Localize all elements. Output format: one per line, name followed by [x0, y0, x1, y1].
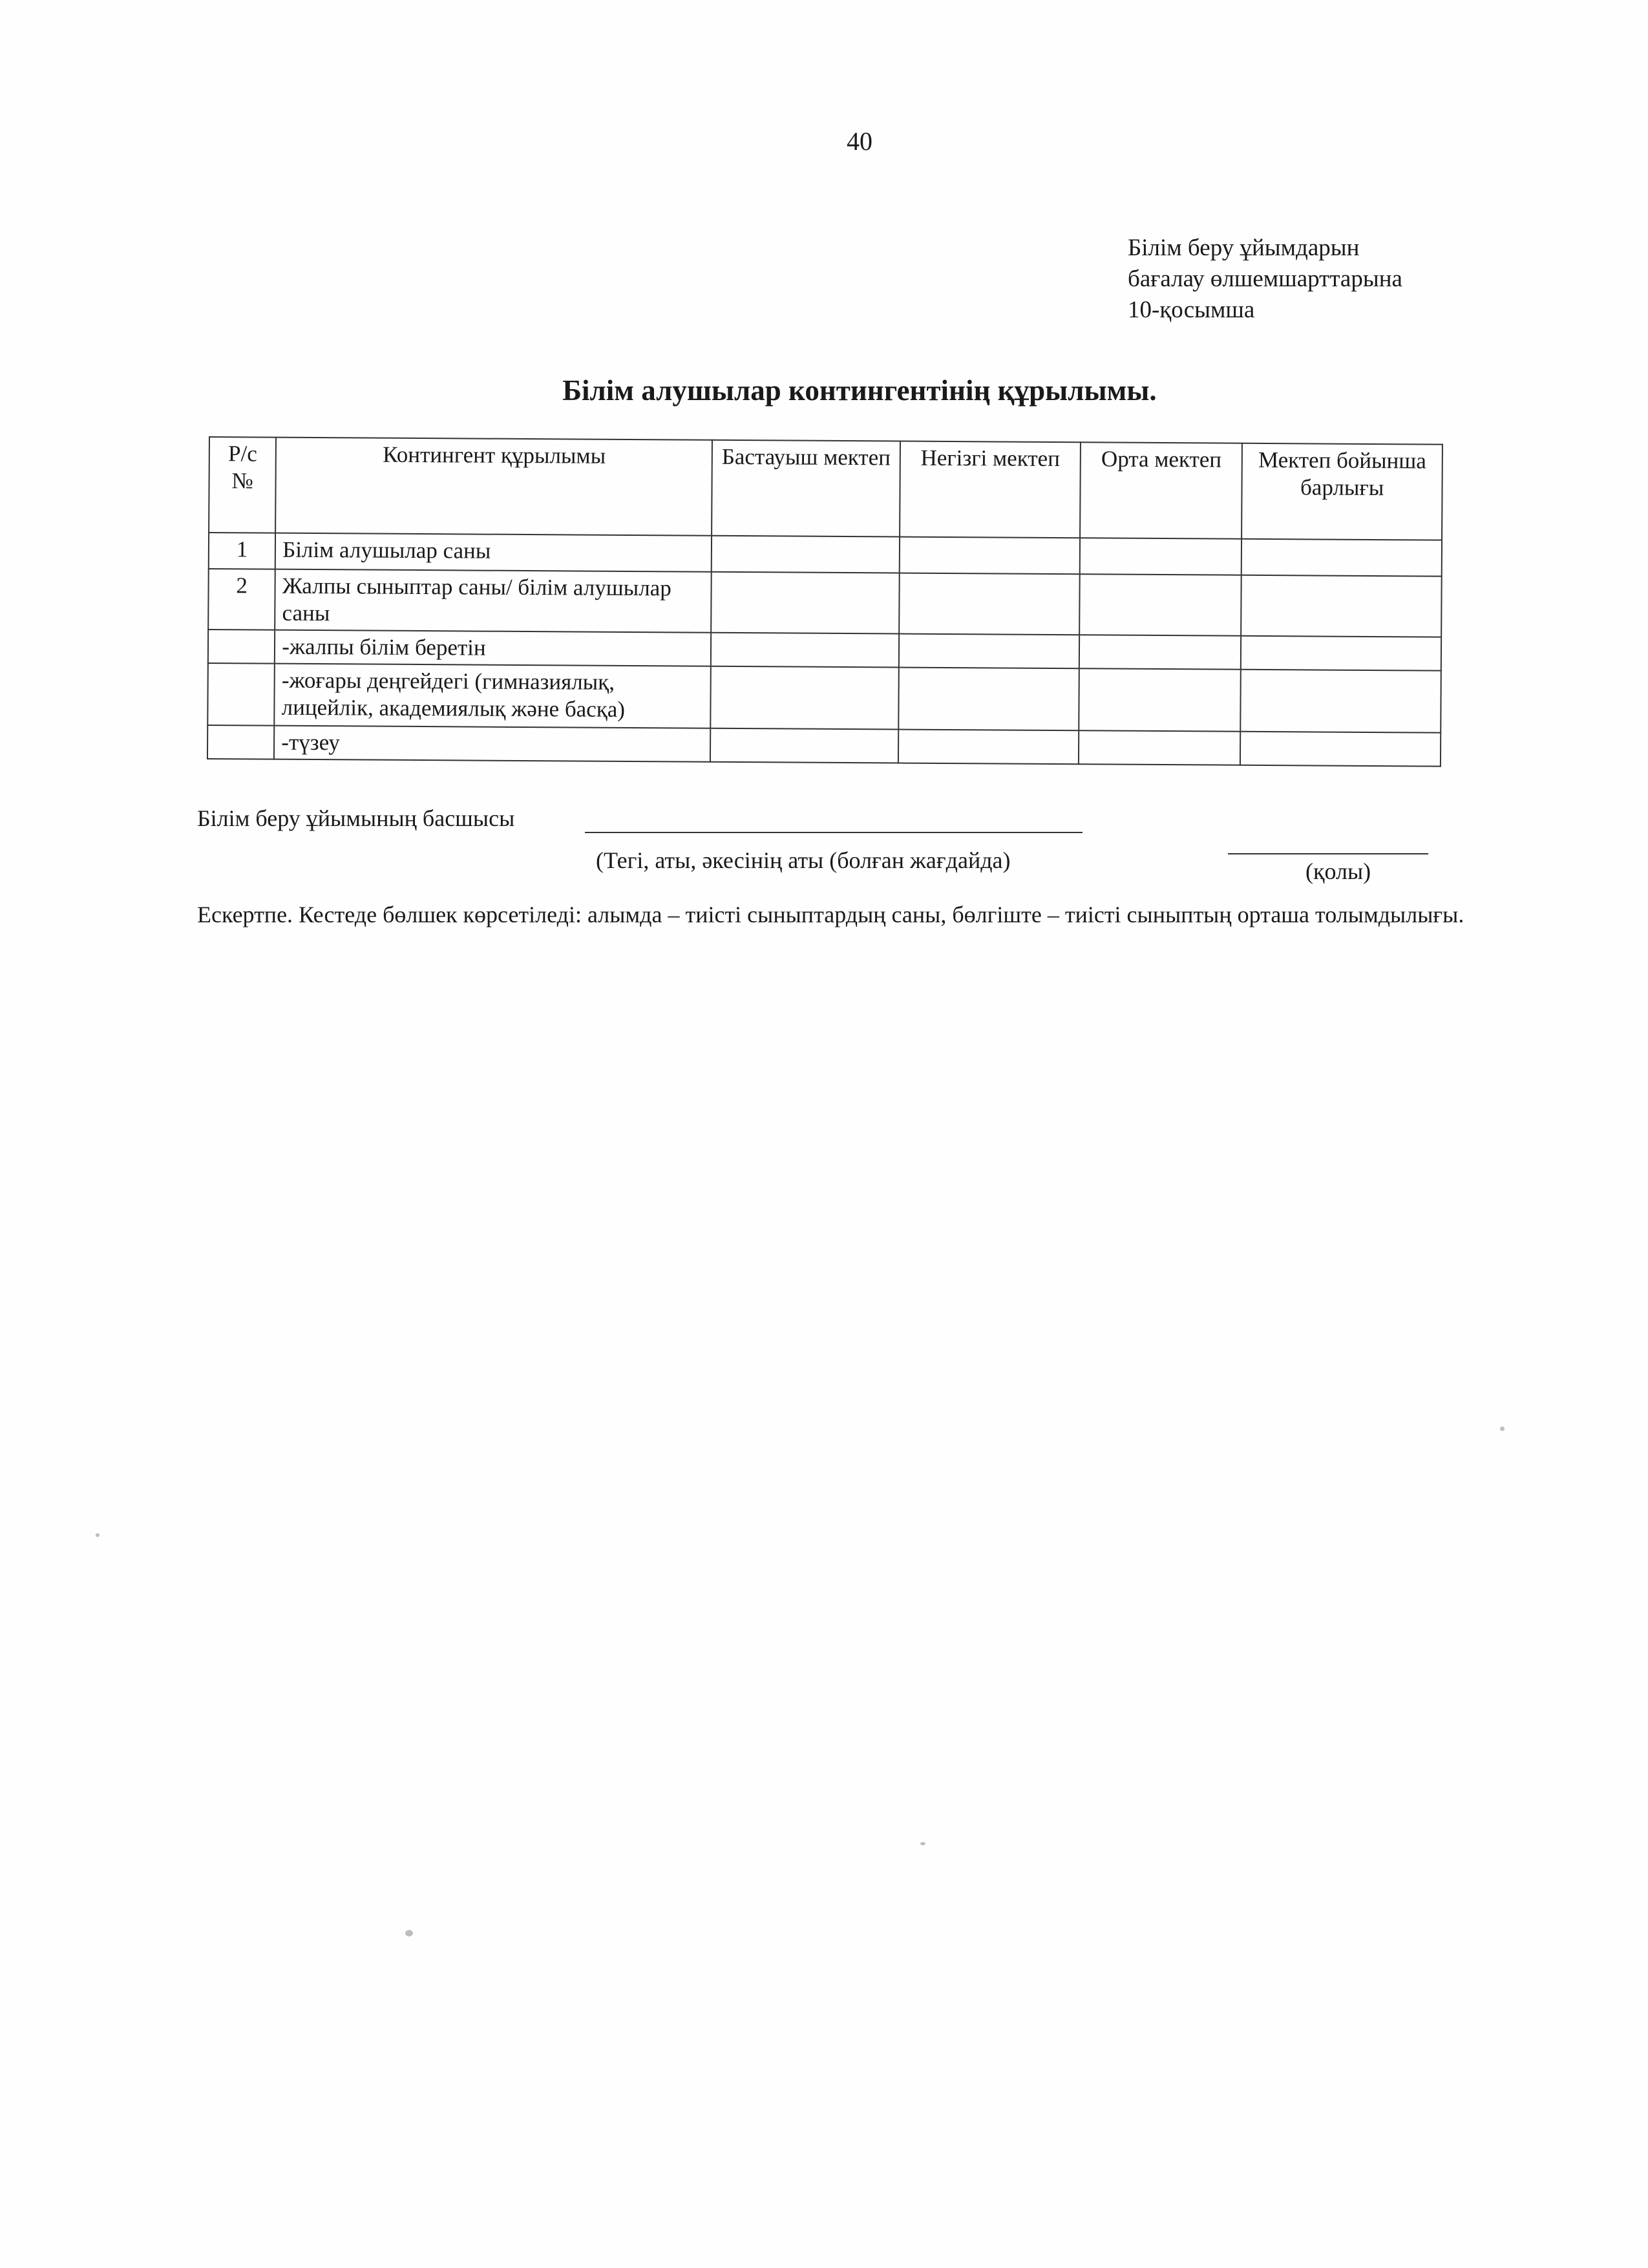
cell-basic [898, 634, 1079, 669]
table-row [207, 725, 1441, 767]
cell-secondary [1079, 730, 1240, 765]
annex-reference [1128, 233, 1402, 326]
signature-label: Білім беру ұйымының басшысы [197, 805, 515, 831]
name-signature-line [585, 832, 1083, 833]
row-label: -түзеу [274, 726, 711, 762]
cell-secondary [1080, 538, 1241, 575]
table-row [207, 663, 1441, 733]
cell-basic [898, 730, 1079, 765]
cell-primary [711, 666, 899, 730]
cell-basic [898, 668, 1079, 731]
cell-primary [710, 728, 898, 763]
annex-line-3: 10-қосымша [1128, 297, 1255, 323]
row-label: Білім алушылар саны [275, 533, 712, 572]
cell-total [1241, 539, 1442, 577]
cell-total [1241, 636, 1441, 671]
scan-speck [920, 1842, 925, 1845]
scan-speck [96, 1533, 100, 1537]
row-num [207, 663, 275, 726]
cell-primary [712, 572, 900, 634]
page-number: 40 [847, 127, 872, 156]
scan-speck [405, 1930, 413, 1936]
row-num: 2 [208, 569, 275, 630]
header-structure: Контингент құрылымы [275, 438, 712, 536]
header-primary-school: Бастауыш мектеп [712, 440, 900, 537]
cell-secondary [1079, 574, 1241, 636]
cell-primary [711, 633, 898, 668]
cell-primary [712, 536, 899, 573]
cell-basic [899, 573, 1080, 635]
annex-line-2: бағалау өлшемшарттарына [1128, 266, 1402, 292]
sign-caption: (қолы) [1305, 858, 1371, 884]
header-secondary-school: Орта мектеп [1080, 442, 1242, 539]
cell-basic [899, 537, 1080, 575]
document-title: Білім алушылар контингентінің құрылымы. [562, 374, 1157, 407]
name-caption: (Тегі, аты, әкесінің аты (болған жағдайда) [596, 847, 1011, 873]
cell-total [1241, 670, 1441, 733]
header-num: Р/с № [209, 437, 276, 533]
contingent-table [207, 436, 1443, 767]
cell-total [1241, 575, 1441, 637]
cell-total [1240, 732, 1441, 767]
cell-secondary [1079, 668, 1241, 732]
row-num [208, 630, 275, 664]
table-header-row [209, 437, 1442, 540]
row-num: 1 [209, 533, 276, 569]
header-basic-school: Негізгі мектеп [900, 441, 1081, 538]
scan-speck [1500, 1426, 1505, 1431]
row-label: -жоғары деңгейдегі (гимназиялық, лицейлік, академиялық және басқа) [275, 664, 712, 728]
footnote: Ескертпе. Кестеде бөлшек көрсетіледі: алымда – тиісті сыныптардың саны, бөлгіште – тиісті сыныптың орташа толымдылығы. [197, 902, 1464, 927]
row-label: -жалпы білім беретін [275, 630, 712, 666]
header-school-total: Мектеп бойынша барлығы [1241, 443, 1442, 540]
sign-signature-line [1228, 853, 1428, 854]
annex-line-1: Білім беру ұйымдарын [1128, 235, 1360, 261]
table-row [208, 569, 1442, 637]
row-num [207, 725, 275, 759]
row-label: Жалпы сыныптар саны/ білім алушылар саны [275, 569, 712, 633]
cell-secondary [1079, 635, 1241, 670]
